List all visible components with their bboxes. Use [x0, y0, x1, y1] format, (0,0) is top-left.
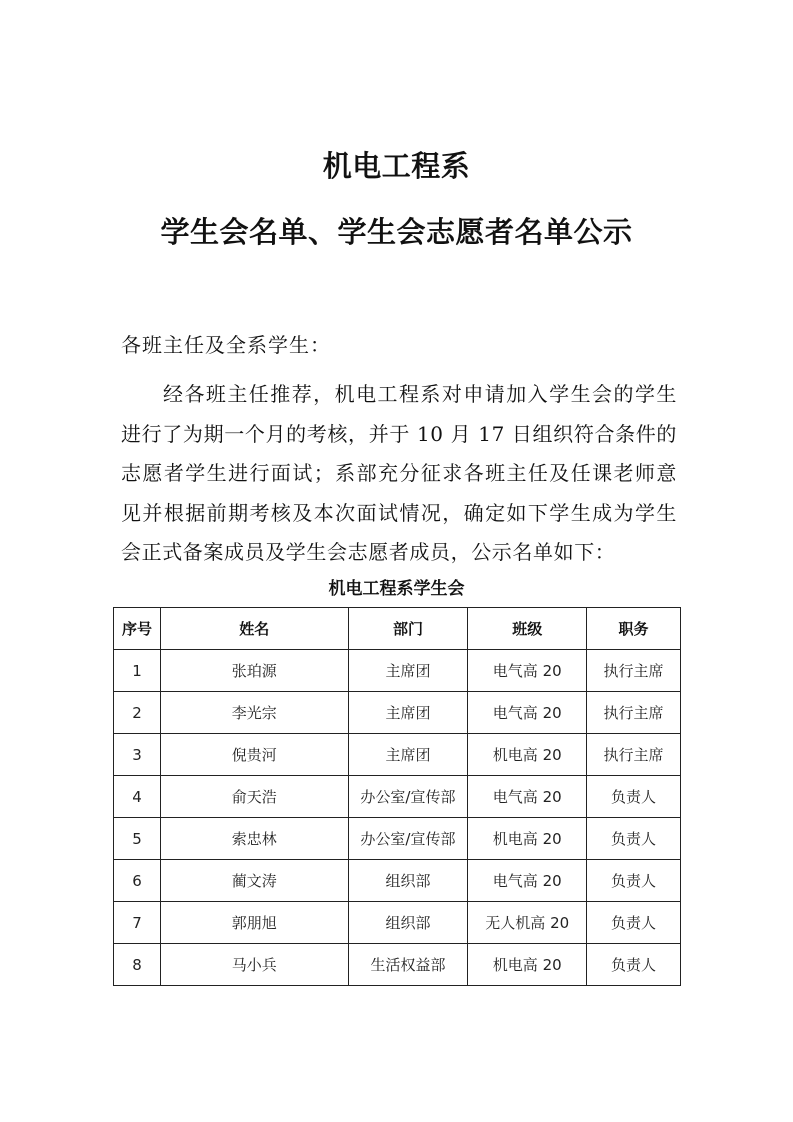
header-name: 姓名 — [160, 608, 348, 650]
cell-name: 马小兵 — [160, 944, 348, 986]
cell-position: 执行主席 — [587, 734, 681, 776]
header-position: 职务 — [587, 608, 681, 650]
cell-department: 组织部 — [348, 902, 468, 944]
table-header-row — [114, 608, 681, 650]
document-subtitle: 学生会名单、学生会志愿者名单公示 — [160, 215, 633, 249]
table-row — [114, 818, 681, 860]
cell-number: 8 — [114, 944, 161, 986]
document-title: 机电工程系 — [322, 149, 471, 183]
cell-class: 机电高 20 — [468, 944, 587, 986]
cell-position: 负责人 — [587, 776, 681, 818]
cell-position: 负责人 — [587, 944, 681, 986]
cell-department: 办公室/宣传部 — [348, 776, 468, 818]
table-row — [114, 650, 681, 692]
cell-position: 执行主席 — [587, 650, 681, 692]
cell-name: 郭朋旭 — [160, 902, 348, 944]
cell-name: 张珀源 — [160, 650, 348, 692]
announcement-paragraph: 经各班主任推荐，机电工程系对申请加入学生会的学生进行了为期一个月的考核，并于 10 月 17 日组织符合条件的志愿者学生进行面试；系部充分征求各班主任及任课老师意见并根据前期考核及本次面试情况，确定如下学生成为学生会正式备案成员及学生会志愿者成员，公示名单如下： — [121, 382, 677, 565]
cell-class: 电气高 20 — [468, 776, 587, 818]
cell-number: 5 — [114, 818, 161, 860]
cell-department: 生活权益部 — [348, 944, 468, 986]
cell-name: 蔺文涛 — [160, 860, 348, 902]
cell-number: 7 — [114, 902, 161, 944]
cell-number: 4 — [114, 776, 161, 818]
cell-name: 索忠林 — [160, 818, 348, 860]
table-row — [114, 944, 681, 986]
cell-class: 电气高 20 — [468, 650, 587, 692]
cell-number: 3 — [114, 734, 161, 776]
cell-department: 组织部 — [348, 860, 468, 902]
cell-number: 2 — [114, 692, 161, 734]
cell-position: 负责人 — [587, 902, 681, 944]
header-class: 班级 — [468, 608, 587, 650]
cell-department: 办公室/宣传部 — [348, 818, 468, 860]
cell-position: 执行主席 — [587, 692, 681, 734]
cell-class: 无人机高 20 — [468, 902, 587, 944]
cell-department: 主席团 — [348, 734, 468, 776]
table-row — [114, 860, 681, 902]
salutation: 各班主任及全系学生： — [121, 333, 331, 357]
header-number: 序号 — [114, 608, 161, 650]
header-department: 部门 — [348, 608, 468, 650]
cell-position: 负责人 — [587, 860, 681, 902]
cell-position: 负责人 — [587, 818, 681, 860]
cell-department: 主席团 — [348, 692, 468, 734]
cell-department: 主席团 — [348, 650, 468, 692]
table-row — [114, 734, 681, 776]
table-caption: 机电工程系学生会 — [328, 579, 465, 599]
table-row — [114, 692, 681, 734]
table-row — [114, 902, 681, 944]
cell-class: 机电高 20 — [468, 734, 587, 776]
cell-class: 电气高 20 — [468, 860, 587, 902]
cell-class: 电气高 20 — [468, 692, 587, 734]
cell-number: 6 — [114, 860, 161, 902]
cell-class: 机电高 20 — [468, 818, 587, 860]
cell-name: 倪贵河 — [160, 734, 348, 776]
roster-table — [113, 607, 681, 986]
table-row — [114, 776, 681, 818]
cell-name: 李光宗 — [160, 692, 348, 734]
cell-number: 1 — [114, 650, 161, 692]
cell-name: 俞天浩 — [160, 776, 348, 818]
